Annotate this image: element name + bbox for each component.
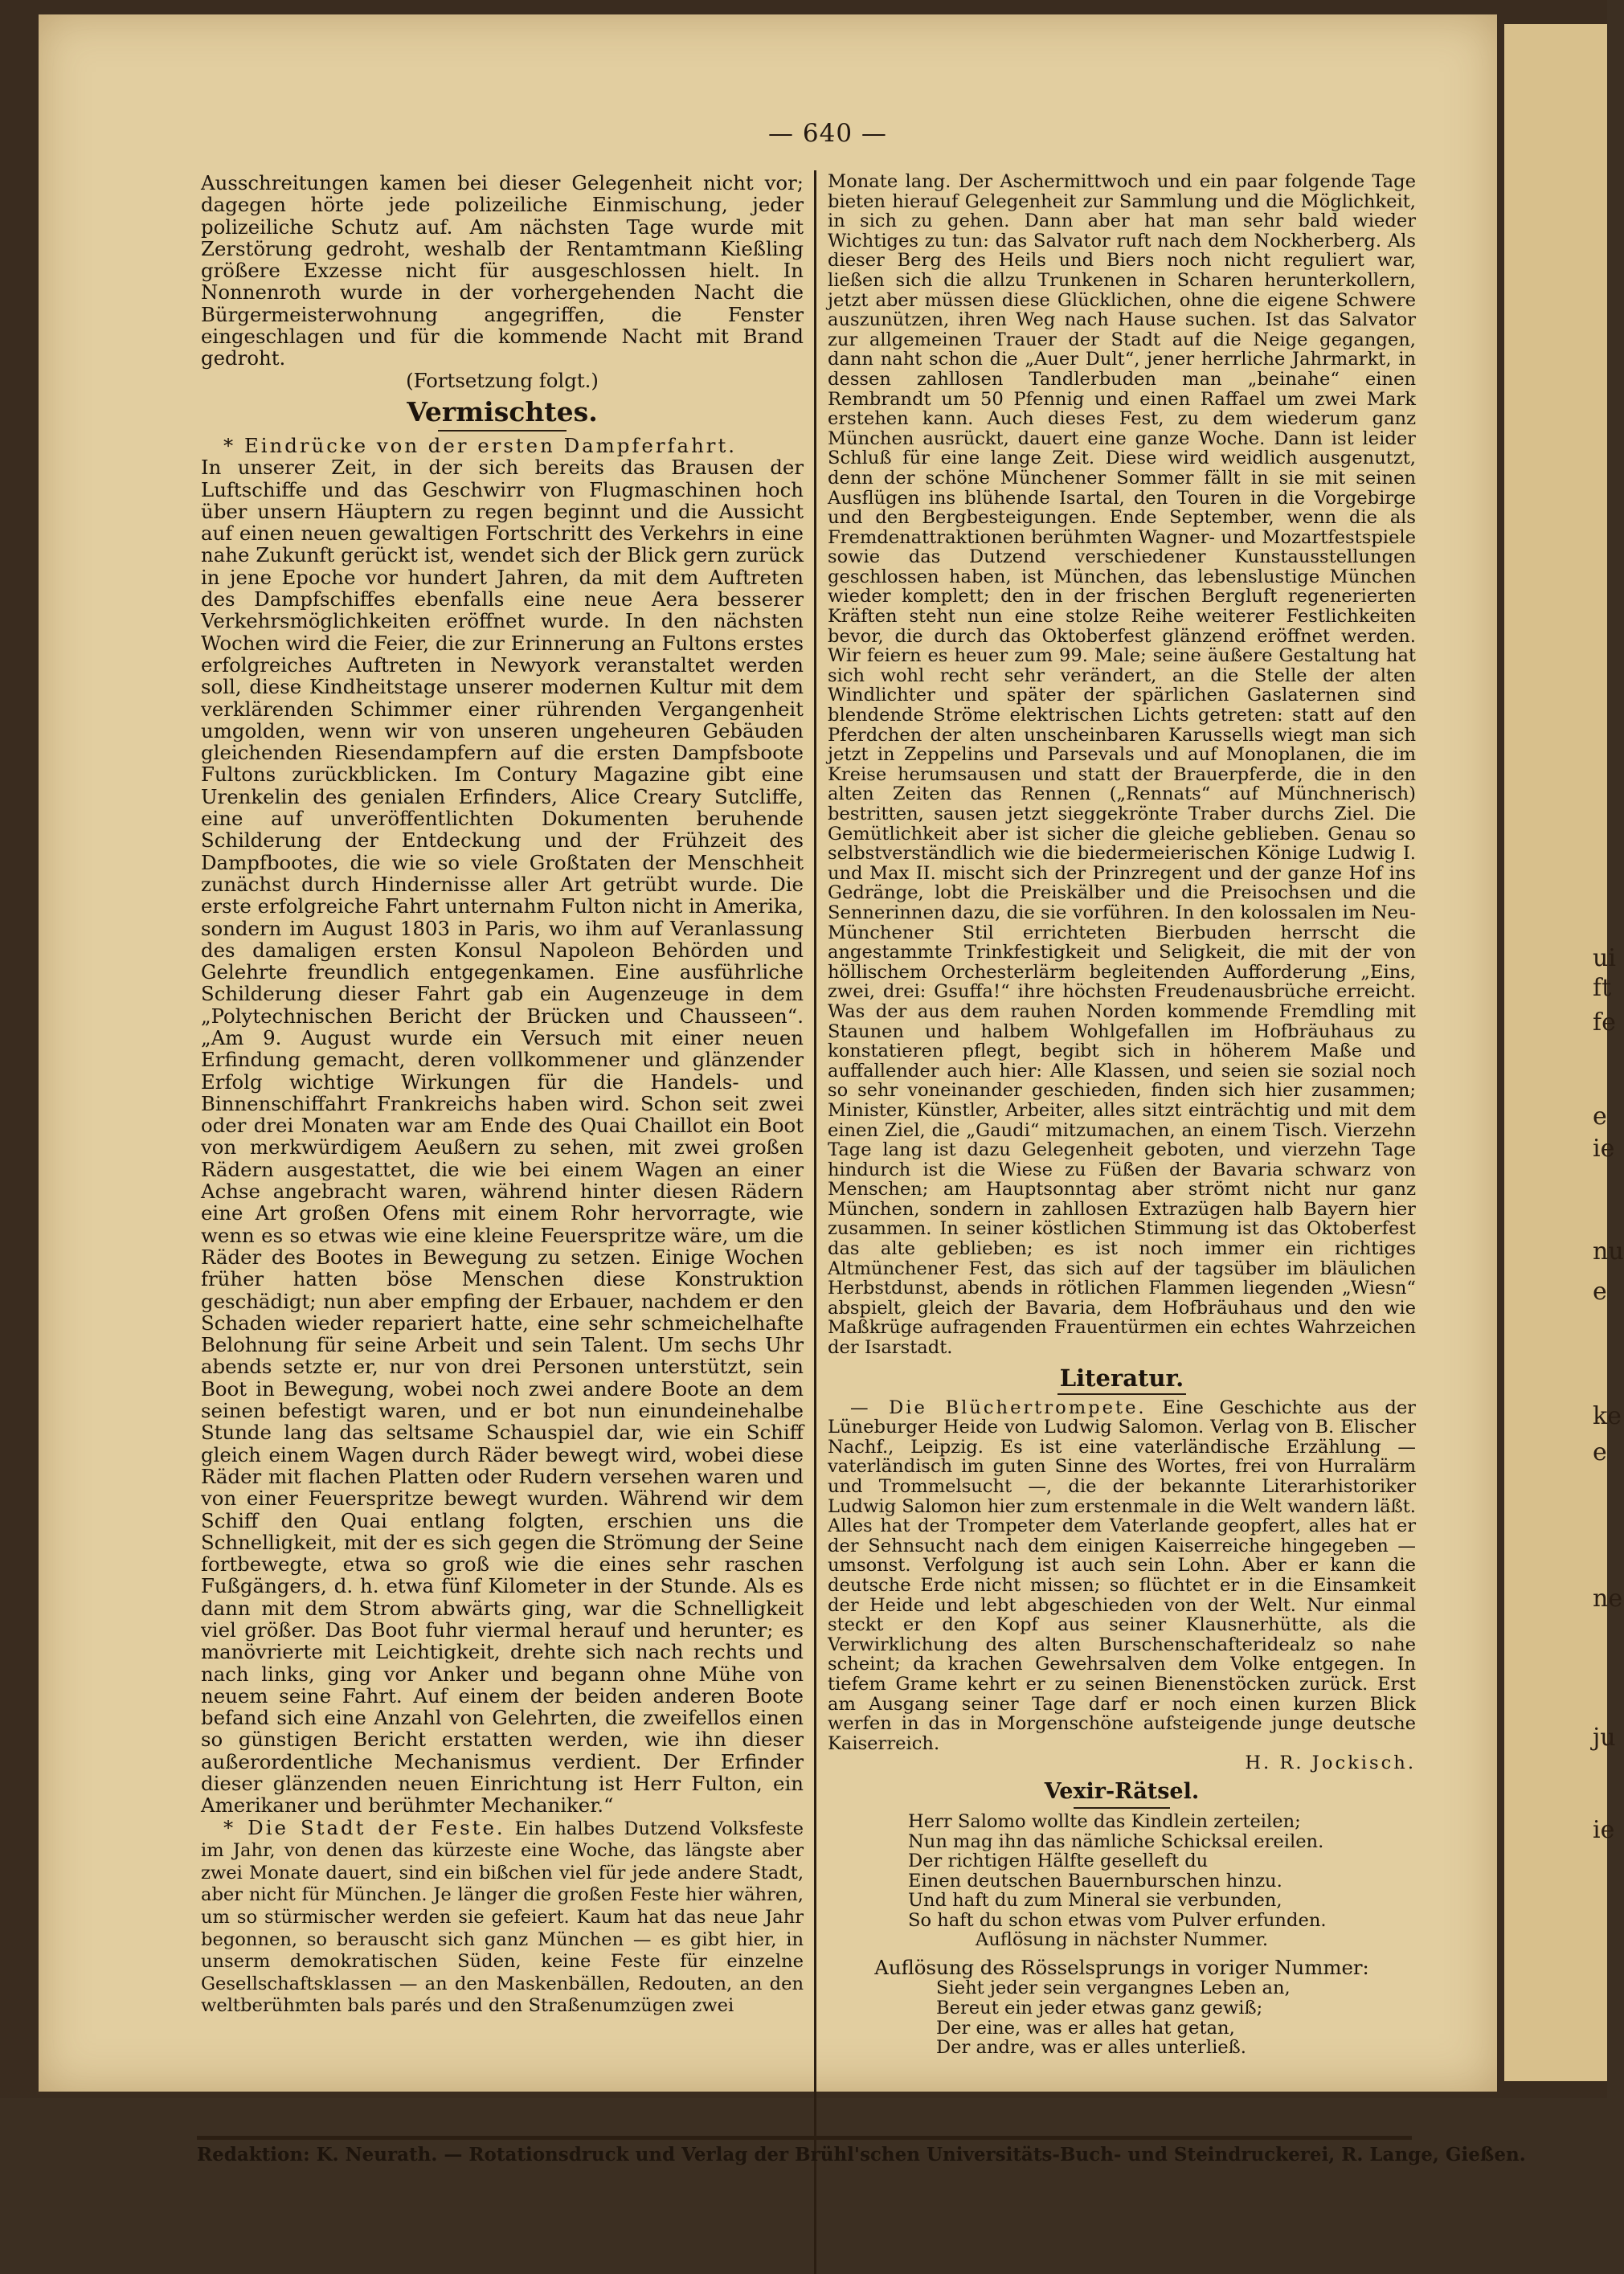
solution-heading: Auflösung des Rösselsprungs in voriger Nummer: [874,1956,1369,1980]
heading-rule [1057,1393,1186,1395]
solution-line: Der andre, was er alles unterließ. [936,2037,1246,2059]
article-title: * Eindrücke von der ersten Dampferfahrt. [223,433,738,457]
adjacent-page-edge [1504,24,1607,2081]
puzzle-line: Herr Salomo wollte das Kindlein zerteilen; [908,1810,1301,1832]
solution-line: Sieht jeder sein vergangnes Leben an, [936,1977,1291,1999]
review-signature: H. R. Jockisch. [1245,1753,1416,1774]
page-number: — 640 — [768,119,887,148]
solution-line: Der eine, was er alles hat getan, [936,2017,1235,2039]
edge-fragment: ju [1593,1724,1616,1752]
right-column [828,172,1416,2058]
article-title: * Die Stadt der Feste. [223,1815,505,1839]
edge-fragment: ke [1593,1402,1622,1430]
edge-fragment: ft [1593,974,1612,1002]
heading-rule [1074,1807,1170,1809]
imprint-footer: Redaktion: K. Neurath. — Rotationsdruck und Verlag der Brühl'schen Universitäts-Buch- und Steindruckerei, R. Lange, Gießen. [197,2144,1526,2166]
section-heading-literatur: Literatur. [1059,1364,1184,1392]
column-divider [814,170,816,2274]
edge-fragment: ie [1593,1816,1615,1844]
edge-fragment: ne [1593,1585,1623,1613]
edge-fragment: fe [1593,1008,1616,1037]
continued-article-text: Ausschreitungen kamen bei dieser Gelegenheit nicht vor; dagegen hörte jede polizeiliche Einmischung, jeder polizeiliche Schutz auf. Am nächsten Tage wurde mit Zerstörung gedroht, weshalb der Rentamtmann Kießling größere Exzesse nicht für ausgeschlossen hielt. In Nonnenroth wurde in der vorhergehenden Nacht die Bürgermeisterwohnung angegriffen, die Fenster eingeschlagen und für die kommende Nacht mit Brand gedroht. [201,171,804,370]
puzzle-line: So haft du schon etwas vom Pulver erfunden. [908,1909,1327,1931]
left-column [201,172,804,2016]
section-heading-vermischtes: Vermischtes. [407,395,598,427]
footer-rule [197,2136,1412,2140]
article-body: Ein halbes Dutzend Volksfeste im Jahr, von denen das kürzeste eine Woche, das längste aber zwei Monate dauert, sind ein bißchen viel für jede andere Stadt, aber nicht für München. Je länger die großen Feste hier währen, um so stürmischer werden sie gefeiert. Kaum hat das neue Jahr begonnen, so berauscht sich ganz München — es gibt hier, in unserm demokratischen Süden, keine Feste für einzelne Gesellschaftsklassen — an den Maskenbällen, Redouten, an den weltberühmten bals parés und den Straßenumzügen zwei [201,1818,804,2017]
article-body: In unserer Zeit, in der sich bereits das Brausen der Luftschiffe und das Geschwirr von Flugmaschinen hoch über unsern Häuptern zu regen beginnt und die Aussicht auf einen neuen gewaltigen Fortschritt des Verkehrs in eine nahe Zukunft gerückt ist, wendet sich der Blick gern zurück in jene Epoche vor hundert Jahren, da mit dem Auftreten des Dampfschiffes ebenfalls eine neue Aera besserer Verkehrsmöglichkeiten eröffnet wurde. In den nächsten Wochen wird die Feier, die zur Erinnerung an Fultons erstes erfolgreiches Auftreten in Newyork veranstaltet werden soll, diese Kindheitstage unserer modernen Kultur mit dem verklärenden Schimmer einer rührenden Vergangenheit umgolden, wenn wir von unseren ungeheuren Gebäuden gleichenden Riesendampfern auf die ersten Dampfsboote Fultons zurückblicken. Im Contury Magazine gibt eine Urenkelin des genialen Erfinders, Alice Creary Sutcliffe, eine auf unveröffentlichten Dokumenten beruhende Schilderung der Entdeckung und der Frühzeit des Dampfbootes, die wie so viele Großtaten der Menschheit zunächst durch Hindernisse aller Art getrübt wurde. Die erste erfolgreiche Fahrt unternahm Fulton nicht in Amerika, sondern im August 1803 in Paris, wo ihm auf Veranlassung des damaligen ersten Konsul Napoleon Behörden und Gelehrte freundlich entgegenkamen. Eine ausführliche Schilderung dieser Fahrt gab ein Augenzeuge in dem „Polytechnischen Bericht der Brücken und Chausseen“. „Am 9. August wurde ein Versuch mit einer neuen Erfindung gemacht, deren vollkommener und glänzender Erfolg wichtige Wirkungen für die Handels- und Binnenschiffahrt Frankreichs haben wird. Schon seit zwei oder drei Monaten war am Ende des Quai Chaillot ein Boot von merkwürdigem Aeußern zu sehen, mit zwei großen Rädern ausgestattet, die wie bei einem Wagen an einer Achse angebracht waren, während hinter diesen Rädern eine Art großen Ofens mit einem Rohr hervorragte, wie wenn es so etwas wie eine kleine Feuerspritze wäre, um die Räder des Bootes in Bewegung zu setzen. Einige Wochen früher hatten böse Menschen diese Konstruktion geschädigt; nun aber empfing der Erbauer, nachdem er den Schaden wieder repariert hatte, eine sehr schmeichelhafte Belohnung für seine Arbeit und sein Talent. Um sechs Uhr abends setzte er, nur von drei Personen unterstützt, sein Boot in Bewegung, wobei noch zwei andere Boote an dem seinen befestigt waren, und er bot nun einundeinehalbe Stunde lang das seltsame Schauspiel dar, wie ein Schiff gleich einem Wagen durch Räder bewegt wird, wobei diese Räder mit flachen Platten oder Rudern versehen waren und von einer Feuerspritze bewegt wurden. Während wir dem Schiff den Quai entlang folgten, erschien uns die Schnelligkeit, mit der es sich gegen die Strömung der Seine fortbewegte, etwa so groß wie die eines sehr raschen Fußgängers, d. h. etwa fünf Kilometer in der Stunde. Als es dann mit dem Strom abwärts ging, war die Schnelligkeit viel größer. Das Boot fuhr viermal herauf und herunter; es manövrierte mit Leichtigkeit, drehte sich nach rechts und nach links, ging vor Anker und begann ohne Mühe von neuem seine Fahrt. Auf einem der beiden anderen Boote befand sich eine Anzahl von Gelehrten, die zweifellos einen so günstigen Bericht erstatten werden, wie ihn dieser außerordentliche Mechanismus verdient. Der Erfinder dieser glänzenden neuen Einrichtung ist Herr Fulton, ein Amerikaner und berühmter Mechaniker.“ [201,456,804,1818]
solution-line: Bereut ein jeder etwas ganz gewiß; [936,1997,1263,2018]
puzzle-solution-note: Auflösung in nächster Nummer. [975,1929,1269,1951]
section-heading-puzzle: Vexir-Rätsel. [1044,1778,1200,1804]
edge-fragment: e [1593,1438,1607,1466]
edge-fragment: nu [1593,1237,1624,1266]
edge-fragment: ie [1593,1135,1615,1163]
puzzle-line: Der richtigen Hälfte geselleft du [908,1851,1209,1872]
continued-note: (Fortsetzung folgt.) [406,368,599,392]
review-title: — Die Blüchertrompete. [850,1397,1147,1418]
puzzle-line: Nun mag ihn das nämliche Schicksal ereilen. [908,1830,1324,1852]
puzzle-line: Einen deutschen Bauernburschen hinzu. [908,1870,1282,1892]
heading-rule [438,430,567,431]
edge-fragment: e [1593,1102,1607,1131]
article-body: Monate lang. Der Aschermittwoch und ein paar folgende Tage bieten hierauf Gelegenheit zur Sammlung und die Möglichkeit, in sich zu gehen. Dann aber hat man sehr bald wieder Wichtiges zu tun: das Salvator ruft nach dem Nockherberg. Als dieser Berg des Heils und Biers noch nicht reguliert war, ließen sich die allzu Trunkenen in Scharen herunterkollern, jetzt aber müssen diese Glücklichen, ohne die eigene Schwere auszunützen, ihren Weg nach Hause suchen. Ist das Salvator zur allgemeinen Trauer der Stadt auf die Neige gegangen, dann naht schon die „Auer Dult“, jener herrliche Jahrmarkt, in dessen zahllosen Tandlerbuden man „beinahe“ einen Rembrandt um 50 Pfennig und einen Raffael um zwei Mark erstehen kann. Auch dieses Fest, zu dem wiederum ganz München ausrückt, dauert eine ganze Woche. Dann ist leider Schluß für eine lange Zeit. Diese wird weidlich ausgenutzt, denn der schöne Münchener Sommer fällt in sie mit seinen Ausflügen ins blühende Isartal, den Touren in die Vorgebirge und den Bergbesteigungen. Ende September, wenn die als Fremdenattraktionen berühmten Wagner- und Mozartfestspiele sowie das Dutzend verschiedener Kunstausstellungen geschlossen haben, ist München, das lebenslustige München wieder komplett; den in der frischen Bergluft regenerierten Kräften steht nun eine stolze Reihe weiterer Festlichkeiten bevor, die durch das Oktoberfest glänzend eröffnet werden. Wir feiern es heuer zum 99. Male; seine äußere Gestaltung hat sich wohl recht sehr verändert, an die Stelle der alten Windlichter und später der spärlichen Gaslaternen sind blendende Ströme elektrischen Lichts getreten: statt auf den Pferdchen der alten unscheinbaren Karussells wiegt man sich jetzt in Zeppelins und Parsevals und auf Monoplanen, die im Kreise herumsausen und statt der Brauerpferde, die in den alten Zeiten das Rennen („Rennats“ auf Münchnerisch) bestritten, sausen jetzt sieggekrönte Traber durchs Ziel. Die Gemütlichkeit aber ist sicher die gleiche geblieben. Genau so selbstverständlich wie die biedermeierischen Könige Ludwig I. und Max II. mischt sich der Prinzregent und der ganze Hof ins Gedränge, lobt die Preiskälber und die Preisochsen und die Sennerinnen dazu, die sie vorführen. In den kolossalen im Neu-Münchener Stil errichteten Bierbuden herrscht die angestammte Trinkfestigkeit und Seligkeit, die mit der von höllischem Orchesterlärm begleitenden Aufforderung „Eins, zwei, drei: Gsuffa!“ ihre höchsten Freudenausbrüche erreicht. Was der aus dem rauhen Norden kommende Fremdling mit Staunen und halbem Wohlgefallen im Hofbräuhaus zu konstatieren pflegt, begibt sich in höherem Maße und auffallender auch hier: Alle Klassen, und seien sie sozial noch so sehr voneinander geschieden, finden sich hier zusammen; Minister, Künstler, Arbeiter, alles sitzt einträchtig und mit dem einen Ziel, die „Gaudi“ mitzumachen, an einem Tisch. Vierzehn Tage lang ist dazu Gelegenheit geboten, und vierzehn Tage hindurch ist die Wiese zu Füßen der Bavaria schwarz von Menschen; am Hauptsonntag aber strömt nicht nur ganz München, sondern in zahllosen Extrazügen halb Bayern hier zusammen. In seiner köstlichen Stimmung ist das Oktoberfest das alte geblieben; es ist noch immer ein richtiges Altmünchener Fest, das sich auf der tagsüber im bläulichen Herbstdunst, abends in rötlichen Flammen liegenden „Wiesn“ abspielt, gleich der Bavaria, dem Hofbräuhaus und den wie Maßkrüge aufragenden Frauentürmen ein echtes Wahrzeichen der Isarstadt. [828,171,1416,1359]
puzzle-line: Und haft du zum Mineral sie verbunden, [908,1890,1282,1912]
review-body: Eine Geschichte aus der Lüneburger Heide von Ludwig Salomon. Verlag von B. Elischer Nachf., Leipzig. Es ist eine vaterländische Erzählung — vaterländisch im guten Sinne des Wortes, frei von Hurralärm und Trommelsucht —, die der bekannte Literarhistoriker Ludwig Salomon hier zum erstenmale in die Welt wandern läßt. Alles hat der Trompeter dem Vaterlande geopfert, alles hat er der Sehnsucht nach dem einigen Kaiserreiche hingegeben — umsonst. Verfolgung ist auch sein Lohn. Aber er kann die deutsche Erde nicht missen; so flüchtet er in die Einsamkeit der Heide und lebt abgeschieden von der Welt. Nur einmal steckt er den Kopf aus seiner Klausnerhütte, als die Verwirklichung des alten Burschenschafteridealz so nahe scheint; da krachen Gewehrsalven dem Volke entgegen. In tiefem Grame kehrt er zu seinen Bienenstöcken zurück. Erst am Ausgang seiner Tage darf er noch einen kurzen Blick werfen in das in Morgenschöne aufsteigende junge deutsche Kaiserreich. [828,1397,1416,1754]
edge-fragment: e [1593,1278,1607,1306]
edge-fragment: ui [1593,944,1616,972]
